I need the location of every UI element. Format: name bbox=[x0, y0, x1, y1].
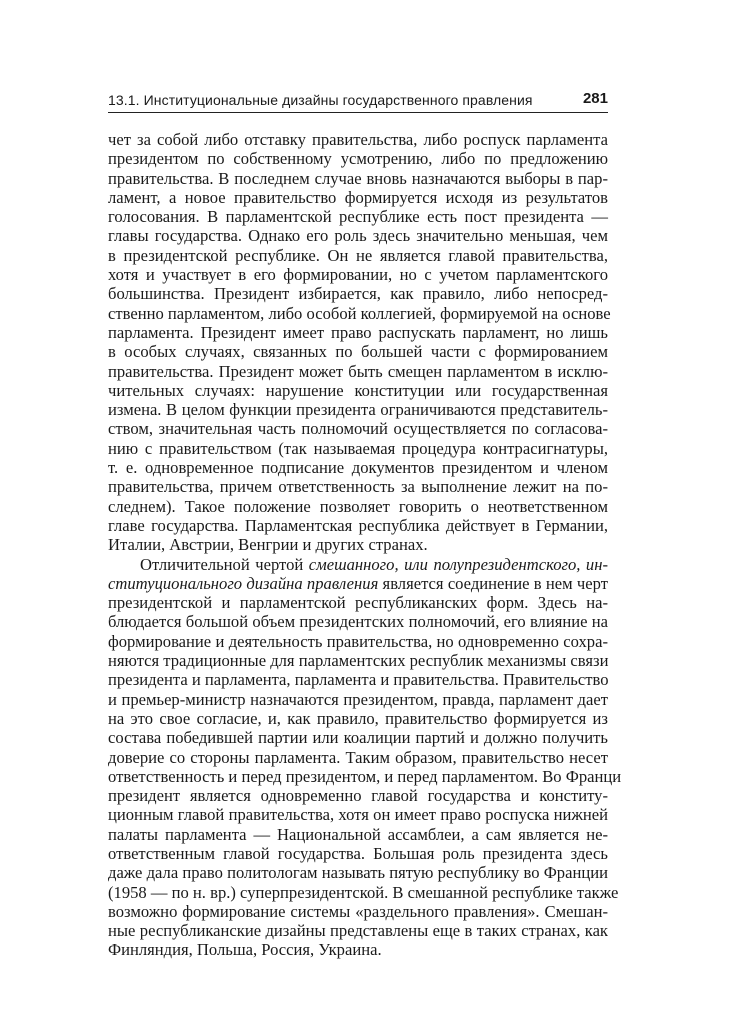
text-line: ные республиканские дизайны представлены еще в таких странах, как bbox=[108, 921, 608, 941]
text-line: нию с правительством (так называемая процедура контрасигнатуры, bbox=[108, 438, 608, 458]
paragraph-start-line bbox=[108, 555, 608, 574]
text-line: даже дала право политологам называть пятую республику во Франции bbox=[108, 863, 608, 883]
italic-term: ституционального дизайна правления bbox=[108, 573, 379, 593]
text-line: президентской и парламентской республиканских форм. Здесь на- bbox=[108, 593, 608, 613]
text-line: главе государства. Парламентская республика действует в Германии, bbox=[108, 515, 608, 535]
text-line: парламента. Президент имеет право распускать парламент, но лишь bbox=[108, 322, 608, 342]
text-line: измена. В целом функции президента ограничиваются представитель- bbox=[108, 400, 608, 420]
text-line: следнем). Такое положение позволяет говорить о неответственном bbox=[108, 496, 608, 516]
text-line: ответственным главой государства. Большая роль президента здесь bbox=[108, 843, 608, 863]
text-line: палаты парламента — Национальной ассамблеи, а сам является не- bbox=[108, 824, 608, 844]
text-line: формирование и деятельность правительства, но одновременно сохра- bbox=[108, 631, 608, 651]
text-line: президентом по собственному усмотрению, либо по предложению bbox=[108, 149, 608, 169]
text-line: голосования. В парламентской республике есть пост президента — bbox=[108, 207, 608, 227]
text-line: состава победившей партии или коалиции партий и должно получить bbox=[108, 728, 608, 748]
text-line: правительства, причем ответственность за выполнение лежит на по- bbox=[108, 477, 608, 497]
text-fragment: является соединение в нем черт bbox=[378, 573, 608, 593]
text-line: Италии, Австрии, Венгрии и других странах. bbox=[108, 535, 428, 555]
italic-term: смешанного, или полупрезидентского, ин- bbox=[308, 554, 608, 574]
text-line: чительных случаях: нарушение конституции или государственная bbox=[108, 380, 608, 400]
text-fragment: Отличительной чертой bbox=[140, 554, 309, 574]
text-line: ционным главой правительства, хотя он имеет право роспуска нижней bbox=[108, 805, 608, 825]
text-line: президент является одновременно главой государства и конститу- bbox=[108, 786, 608, 806]
text-line: большинства. Президент избирается, как правило, либо непосред- bbox=[108, 284, 608, 304]
text-line bbox=[108, 574, 608, 593]
text-line: в президентской республике. Он не является главой правительства, bbox=[108, 245, 608, 265]
text-line: чет за собой либо отставку правительства, либо роспуск парламента bbox=[108, 130, 608, 149]
text-line: на это свое согласие, и, как правило, правительство формируется из bbox=[108, 708, 608, 728]
text-line: президента и парламента, парламента и правительства. Правительство bbox=[108, 670, 609, 690]
running-title: 13.1. Институциональные дизайны государственного правления bbox=[108, 92, 533, 108]
text-line: блюдается большой объем президентских полномочий, его влияние на bbox=[108, 612, 608, 632]
text-line: т. е. одновременное подписание документов президентом и членом bbox=[108, 458, 608, 478]
text-line: ламент, а новое правительство формируется исходя из результатов bbox=[108, 187, 608, 207]
text-line: доверие со стороны парламента. Таким образом, правительство несет bbox=[108, 747, 608, 767]
running-head bbox=[108, 88, 608, 113]
text-line: ственно парламентом, либо особой коллегией, формируемой на основе bbox=[108, 303, 611, 323]
text-line: главы государства. Однако его роль здесь значительно меньшая, чем bbox=[108, 226, 608, 246]
text-line: правительства. Президент может быть смещен парламентом в исклю- bbox=[108, 361, 608, 381]
text-line: Финляндия, Польша, Россия, Украина. bbox=[108, 940, 382, 960]
text-line: в особых случаях, связанных по большей части с формированием bbox=[108, 342, 608, 362]
text-line: (1958 — по н. вр.) суперпрезидентской. В смешанной республике также bbox=[108, 882, 619, 902]
text-line: ством, значительная часть полномочий осуществляется по согласова- bbox=[108, 419, 608, 439]
text-line: правительства. В последнем случае вновь назначаются выборы в пар- bbox=[108, 168, 608, 188]
text-line: возможно формирование системы «раздельного правления». Смешан- bbox=[108, 901, 608, 921]
text-line: и премьер-министр назначаются президентом, правда, парламент дает bbox=[108, 689, 608, 709]
body-text bbox=[108, 130, 622, 960]
page-number: 281 bbox=[582, 90, 608, 107]
text-line: няются традиционные для парламентских республик механизмы связи bbox=[108, 651, 609, 671]
text-line: ответственность и перед президентом, и перед парламентом. Во Франци bbox=[108, 766, 622, 786]
text-line: хотя и участвует в его формировании, но с учетом парламентского bbox=[108, 265, 608, 285]
